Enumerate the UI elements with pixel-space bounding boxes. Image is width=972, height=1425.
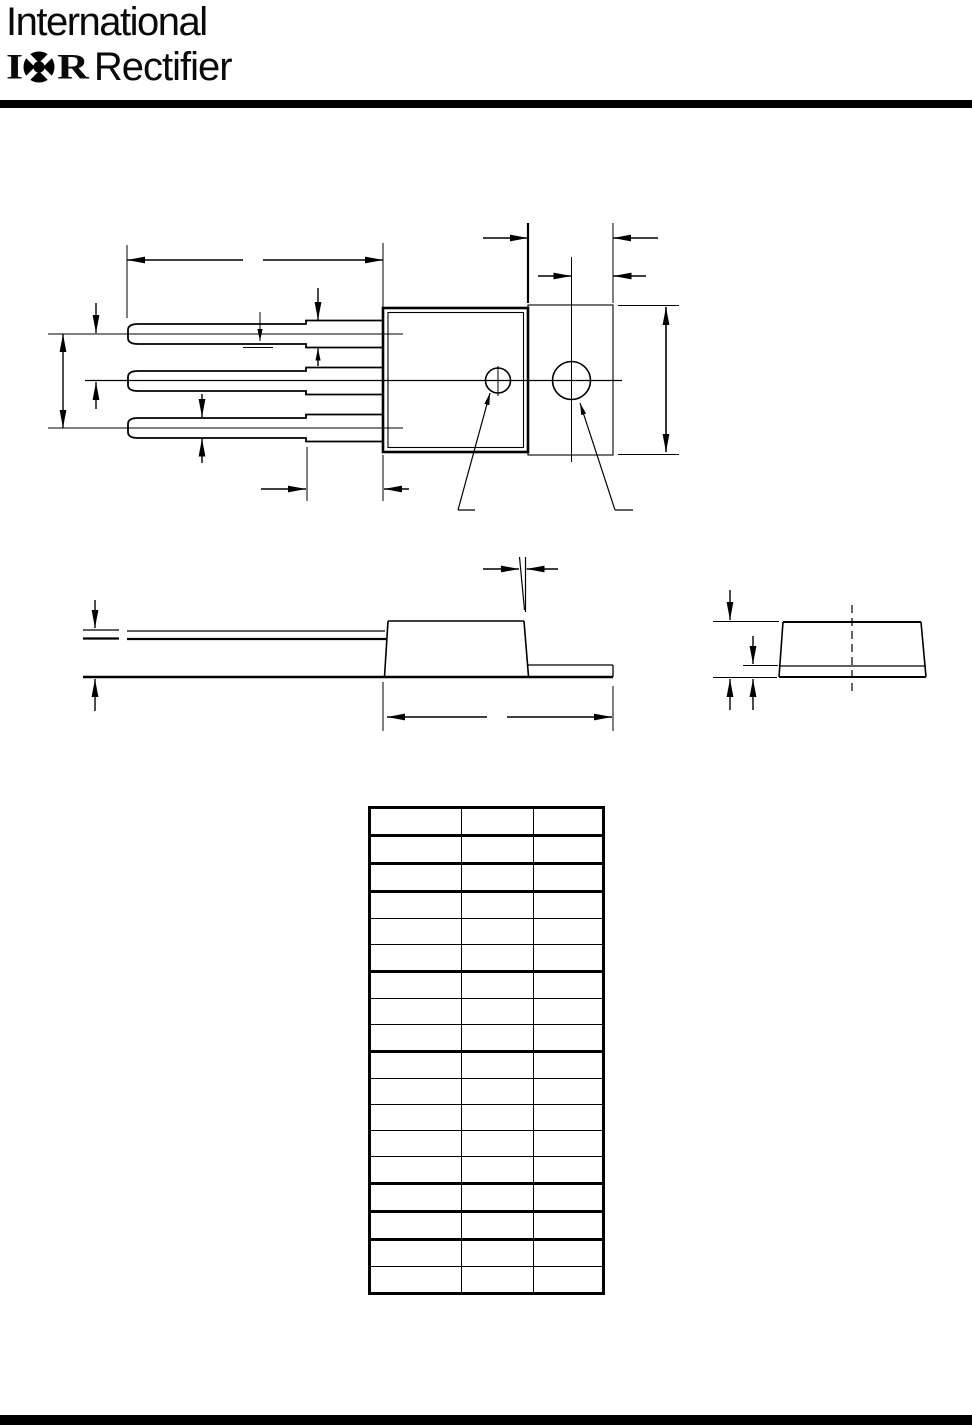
table-row <box>370 919 604 945</box>
dim-end-heights <box>713 590 779 710</box>
side-view <box>83 557 613 731</box>
table-row <box>370 945 604 972</box>
table-row <box>370 1267 604 1294</box>
dim-wide-section-length <box>261 447 409 501</box>
table-cell <box>370 1267 462 1294</box>
table-cell <box>462 1157 534 1184</box>
table-cell <box>534 1184 604 1212</box>
table-cell <box>370 1212 462 1240</box>
table-cell <box>534 1157 604 1184</box>
table-cell <box>370 1157 462 1184</box>
dim-draft-angle <box>483 557 558 612</box>
table-row <box>370 1079 604 1105</box>
table-cell <box>370 919 462 945</box>
table-cell <box>462 1240 534 1267</box>
table-cell <box>534 1079 604 1105</box>
table-row <box>370 864 604 892</box>
table-cell <box>534 919 604 945</box>
side-lead <box>83 630 386 639</box>
table-row <box>370 808 604 836</box>
end-view <box>713 590 926 710</box>
table-row <box>370 1212 604 1240</box>
table-cell <box>462 1131 534 1157</box>
table-cell <box>462 999 534 1025</box>
table-cell <box>462 1079 534 1105</box>
dim-tab-width <box>483 223 658 303</box>
table-row <box>370 1105 604 1131</box>
table-cell <box>534 1240 604 1267</box>
table-row <box>370 836 604 864</box>
table-cell <box>462 1105 534 1131</box>
table-cell <box>370 945 462 972</box>
dim-narrow-lead <box>243 312 273 348</box>
table-cell <box>534 808 604 836</box>
table-cell <box>370 808 462 836</box>
table-cell <box>534 1105 604 1131</box>
brand-word-rectifier: Rectifier <box>93 44 232 89</box>
table-cell <box>370 972 462 999</box>
table-cell <box>370 1079 462 1105</box>
table-cell <box>462 808 534 836</box>
table-cell <box>370 1105 462 1131</box>
brand-mark-letter-i: I <box>6 46 22 87</box>
table-cell <box>370 999 462 1025</box>
table-cell <box>462 1212 534 1240</box>
dim-body-height <box>618 306 679 455</box>
table-cell <box>370 864 462 892</box>
dimension-table-body <box>370 808 604 1294</box>
table-cell <box>462 836 534 864</box>
table-row <box>370 1157 604 1184</box>
side-body <box>385 621 614 677</box>
end-body <box>779 605 926 693</box>
lead-centerlines <box>48 257 622 462</box>
table-cell <box>534 999 604 1025</box>
brand-mark-letter-r: R <box>57 46 87 87</box>
table-cell <box>462 945 534 972</box>
table-row <box>370 999 604 1025</box>
dimension-table <box>368 806 605 1295</box>
table-row <box>370 972 604 999</box>
front-view <box>48 223 679 510</box>
table-cell <box>534 1131 604 1157</box>
table-cell <box>370 892 462 919</box>
table-cell <box>370 1240 462 1267</box>
table-cell <box>462 1025 534 1052</box>
table-cell <box>534 1052 604 1079</box>
leader-line-2 <box>580 403 633 510</box>
table-row <box>370 1131 604 1157</box>
dim-lead-length <box>127 243 383 318</box>
table-cell <box>534 945 604 972</box>
table-cell <box>370 1025 462 1052</box>
table-cell <box>534 836 604 864</box>
table-row <box>370 892 604 919</box>
table-cell <box>534 1212 604 1240</box>
table-cell <box>370 1184 462 1212</box>
table-row <box>370 1240 604 1267</box>
table-row <box>370 1184 604 1212</box>
table-row <box>370 1052 604 1079</box>
dim-overall-length <box>383 682 613 731</box>
table-cell <box>462 864 534 892</box>
footer-rule <box>0 1415 972 1425</box>
table-cell <box>462 1184 534 1212</box>
table-cell <box>534 1025 604 1052</box>
table-cell <box>462 1052 534 1079</box>
table-cell <box>462 919 534 945</box>
table-cell <box>534 892 604 919</box>
table-cell <box>370 1052 462 1079</box>
table-cell <box>534 864 604 892</box>
table-cell <box>370 1131 462 1157</box>
table-cell <box>462 972 534 999</box>
table-cell <box>462 892 534 919</box>
table-row <box>370 1025 604 1052</box>
table-cell <box>462 1267 534 1294</box>
table-cell <box>534 1267 604 1294</box>
table-cell <box>370 836 462 864</box>
brand-word-international: International <box>6 0 207 44</box>
table-cell <box>534 972 604 999</box>
